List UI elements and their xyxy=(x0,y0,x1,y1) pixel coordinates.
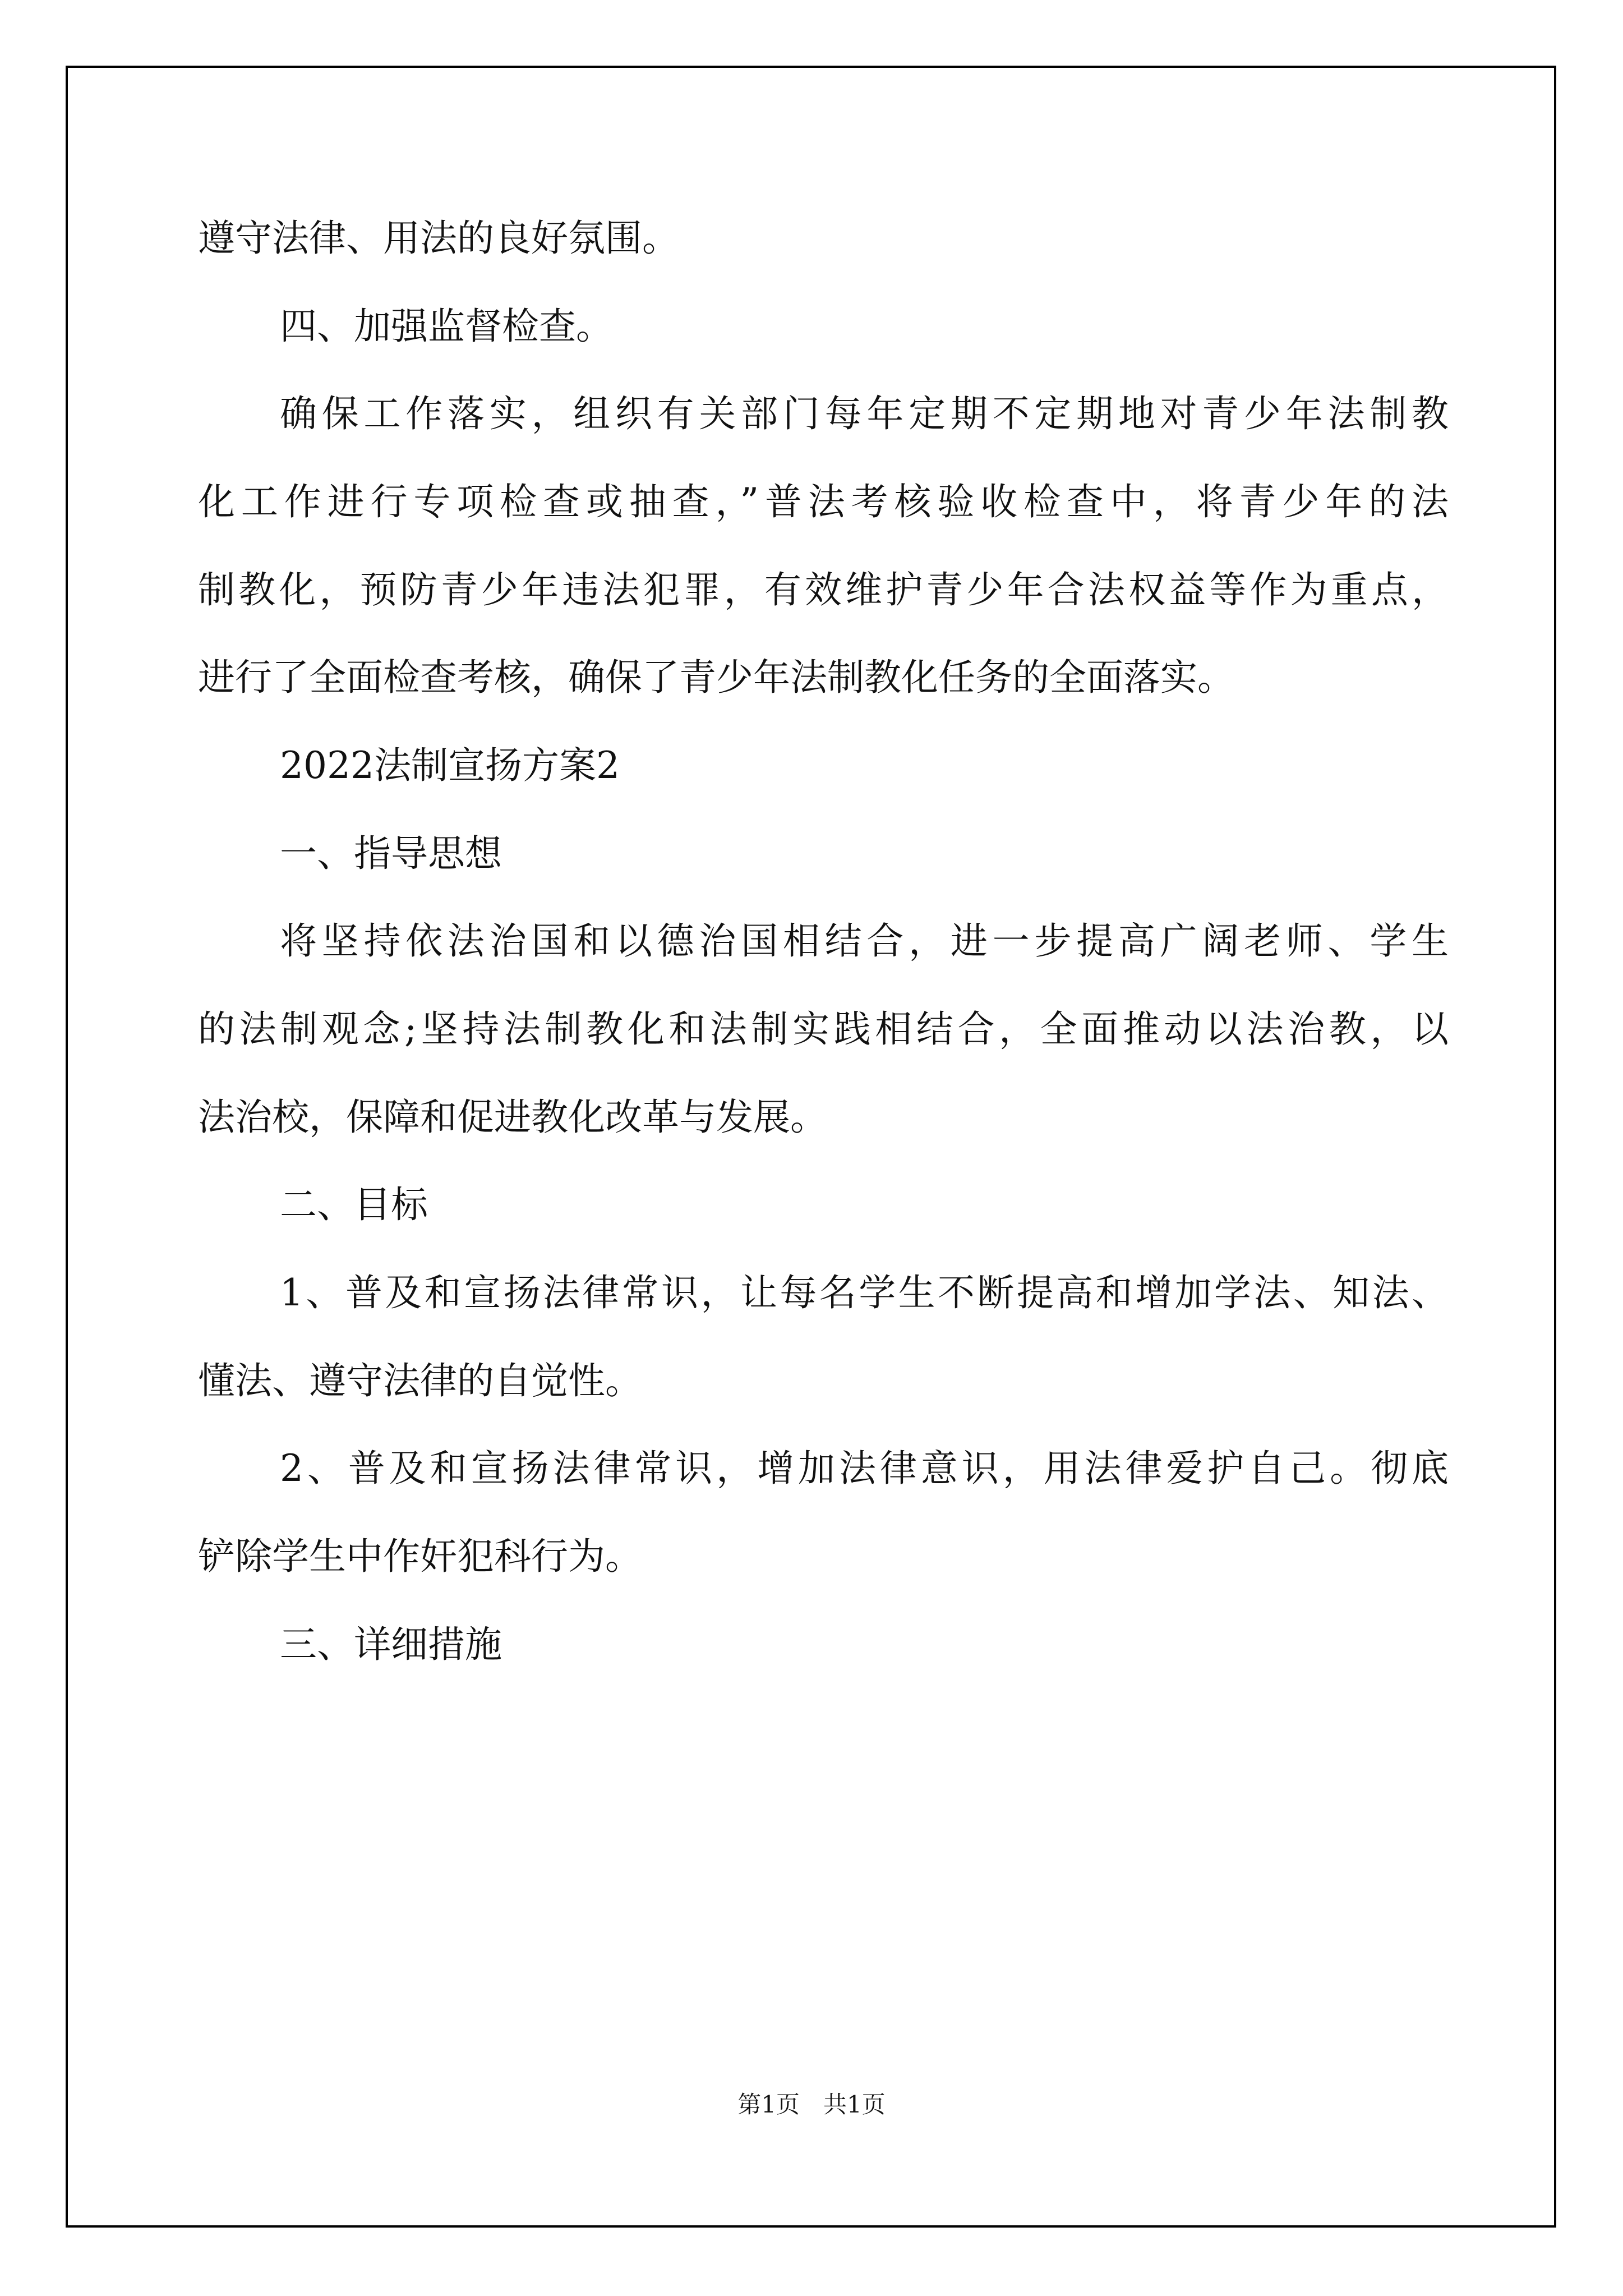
text-line: 1、普及和宣扬法律常识，让每名学生不断提高和增加学法、知法、 xyxy=(280,1271,1449,1314)
text-line: 进行了全面检查考核，确保了青少年法制教化任务的全面落实。 xyxy=(198,656,1234,699)
text-line: 确保工作落实，组织有关部门每年定期不定期地对青少年法制教 xyxy=(280,392,1449,435)
text-line: 遵守法律、用法的良好氛围。 xyxy=(198,217,679,260)
text-line: 化工作进行专项检查或抽查，”普法考核验收检查中，将青少年的法 xyxy=(198,480,1449,523)
text-line: 2、普及和宣扬法律常识，增加法律意识，用法律爱护自己。彻底 xyxy=(280,1447,1449,1490)
document-title: 2022法制宣扬方案2 xyxy=(280,744,620,787)
section-heading: 二、目标 xyxy=(280,1183,428,1226)
page-footer: 第1页 共1页 xyxy=(737,2091,886,2118)
text-line: 铲除学生中作奸犯科行为。 xyxy=(198,1535,642,1578)
text-line: 将坚持依法治国和以德治国相结合，进一步提高广阔老师、学生 xyxy=(280,919,1449,963)
section-heading: 三、详细措施 xyxy=(280,1623,502,1666)
text-line: 的法制观念;坚持法制教化和法制实践相结合，全面推动以法治教，以 xyxy=(198,1007,1449,1051)
section-heading: 一、指导思想 xyxy=(280,832,502,875)
text-line: 法治校，保障和促进教化改革与发展。 xyxy=(198,1096,827,1139)
text-line: 懂法、遵守法律的自觉性。 xyxy=(198,1359,642,1402)
section-heading: 四、加强监督检查。 xyxy=(280,305,613,348)
text-line: 制教化，预防青少年违法犯罪，有效维护青少年合法权益等作为重点， xyxy=(198,568,1449,611)
page-border xyxy=(66,66,1556,2228)
